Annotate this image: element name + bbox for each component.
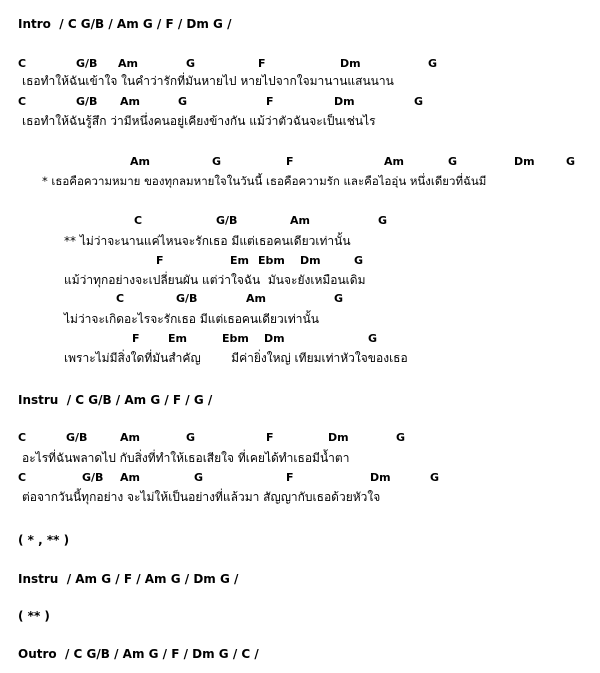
chord: G — [354, 254, 364, 267]
chord: G — [334, 292, 344, 305]
chord: G — [430, 471, 440, 484]
chord: Dm — [264, 332, 285, 345]
chord: Dm — [514, 155, 535, 168]
chord: G — [566, 155, 576, 168]
chord: G — [194, 471, 204, 484]
chord: C — [134, 214, 143, 227]
chord: G — [212, 155, 222, 168]
chord: G — [368, 332, 378, 345]
chord: Dm — [328, 431, 349, 444]
chord: G — [448, 155, 458, 168]
repeat-marker: ( * , ** ) — [18, 533, 70, 547]
chord: Dm — [334, 95, 355, 108]
chord: Am — [384, 155, 404, 168]
repeat-marker: ( ** ) — [18, 609, 50, 623]
chord: G — [396, 431, 406, 444]
intro-line: Intro / C G/B / Am G / F / Dm G / — [18, 17, 232, 31]
chord: Ebm — [258, 254, 285, 267]
chord: Ebm — [222, 332, 249, 345]
chord: Am — [118, 57, 138, 70]
chord: F — [132, 332, 140, 345]
chord: G — [186, 431, 196, 444]
lyric-line: ต่อจากวันนี้ทุกอย่าง จะไม่ให้เป็นอย่างที่แล้วมา สัญญากับเธอด้วยหัวใจ — [22, 490, 381, 504]
lyric-line: ** ไม่ว่าจะนานแค่ไหนจะรักเธอ มีแต่เธอคนเดียวเท่านั้น — [64, 234, 351, 248]
chord: Em — [168, 332, 187, 345]
chord: C — [116, 292, 125, 305]
outro-line: Outro / C G/B / Am G / F / Dm G / C / — [18, 647, 259, 661]
chord: Am — [290, 214, 310, 227]
chord: Em — [230, 254, 249, 267]
chord: Dm — [340, 57, 361, 70]
chord: F — [286, 471, 294, 484]
chord: Dm — [370, 471, 391, 484]
lyric-line: เธอทำให้ฉันเข้าใจ ในคำว่ารักที่มันหายไป หายไปจากใจมานานแสนนาน — [22, 74, 394, 88]
chord: G/B — [66, 431, 88, 444]
chord: Am — [120, 431, 140, 444]
chord: F — [258, 57, 266, 70]
chord: C — [18, 431, 27, 444]
chord: Dm — [300, 254, 321, 267]
instru-line: Instru / Am G / F / Am G / Dm G / — [18, 572, 239, 586]
chord: Am — [120, 95, 140, 108]
chord: C — [18, 471, 27, 484]
chord: G — [428, 57, 438, 70]
chord: G — [178, 95, 188, 108]
chord: C — [18, 57, 27, 70]
chord: G/B — [76, 95, 98, 108]
chord: G/B — [216, 214, 238, 227]
chord: G/B — [76, 57, 98, 70]
chord: F — [266, 431, 274, 444]
lyric-line: แม้ว่าทุกอย่างจะเปลี่ยนผัน แต่ว่าใจฉัน มันจะยังเหมือนเดิม — [64, 273, 366, 287]
lyric-line: เพราะไม่มีสิ่งใดที่มันสำคัญ มีค่ายิ่งใหญ่ เทียมเท่าหัวใจของเธอ — [64, 351, 408, 365]
lyric-line: อะไรที่ฉันพลาดไป กับสิ่งที่ทำให้เธอเสียใจ ที่เคยได้ทำเธอมีน้ำตา — [22, 451, 350, 465]
chord: F — [286, 155, 294, 168]
chord: Am — [130, 155, 150, 168]
chord: G — [186, 57, 196, 70]
chord: G — [378, 214, 388, 227]
instru-line: Instru / C G/B / Am G / F / G / — [18, 393, 213, 407]
chord: G/B — [82, 471, 104, 484]
lyric-line: * เธอคือความหมาย ของทุกลมหายใจในวันนี้ เธอคือความรัก และคือไออุ่น หนึ่งเดียวที่ฉันมี — [42, 174, 487, 188]
chord: Am — [246, 292, 266, 305]
chord: F — [266, 95, 274, 108]
chord: C — [18, 95, 27, 108]
chord: F — [156, 254, 164, 267]
lyric-line: เธอทำให้ฉันรู้สึก ว่ามีหนึ่งคนอยู่เคียงข้างกัน แม้ว่าตัวฉันจะเป็นเช่นไร — [22, 114, 376, 128]
chord: G/B — [176, 292, 198, 305]
chord: G — [414, 95, 424, 108]
lyric-line: ไม่ว่าจะเกิดอะไรจะรักเธอ มีแต่เธอคนเดียวเท่านั้น — [64, 312, 319, 326]
chord: Am — [120, 471, 140, 484]
